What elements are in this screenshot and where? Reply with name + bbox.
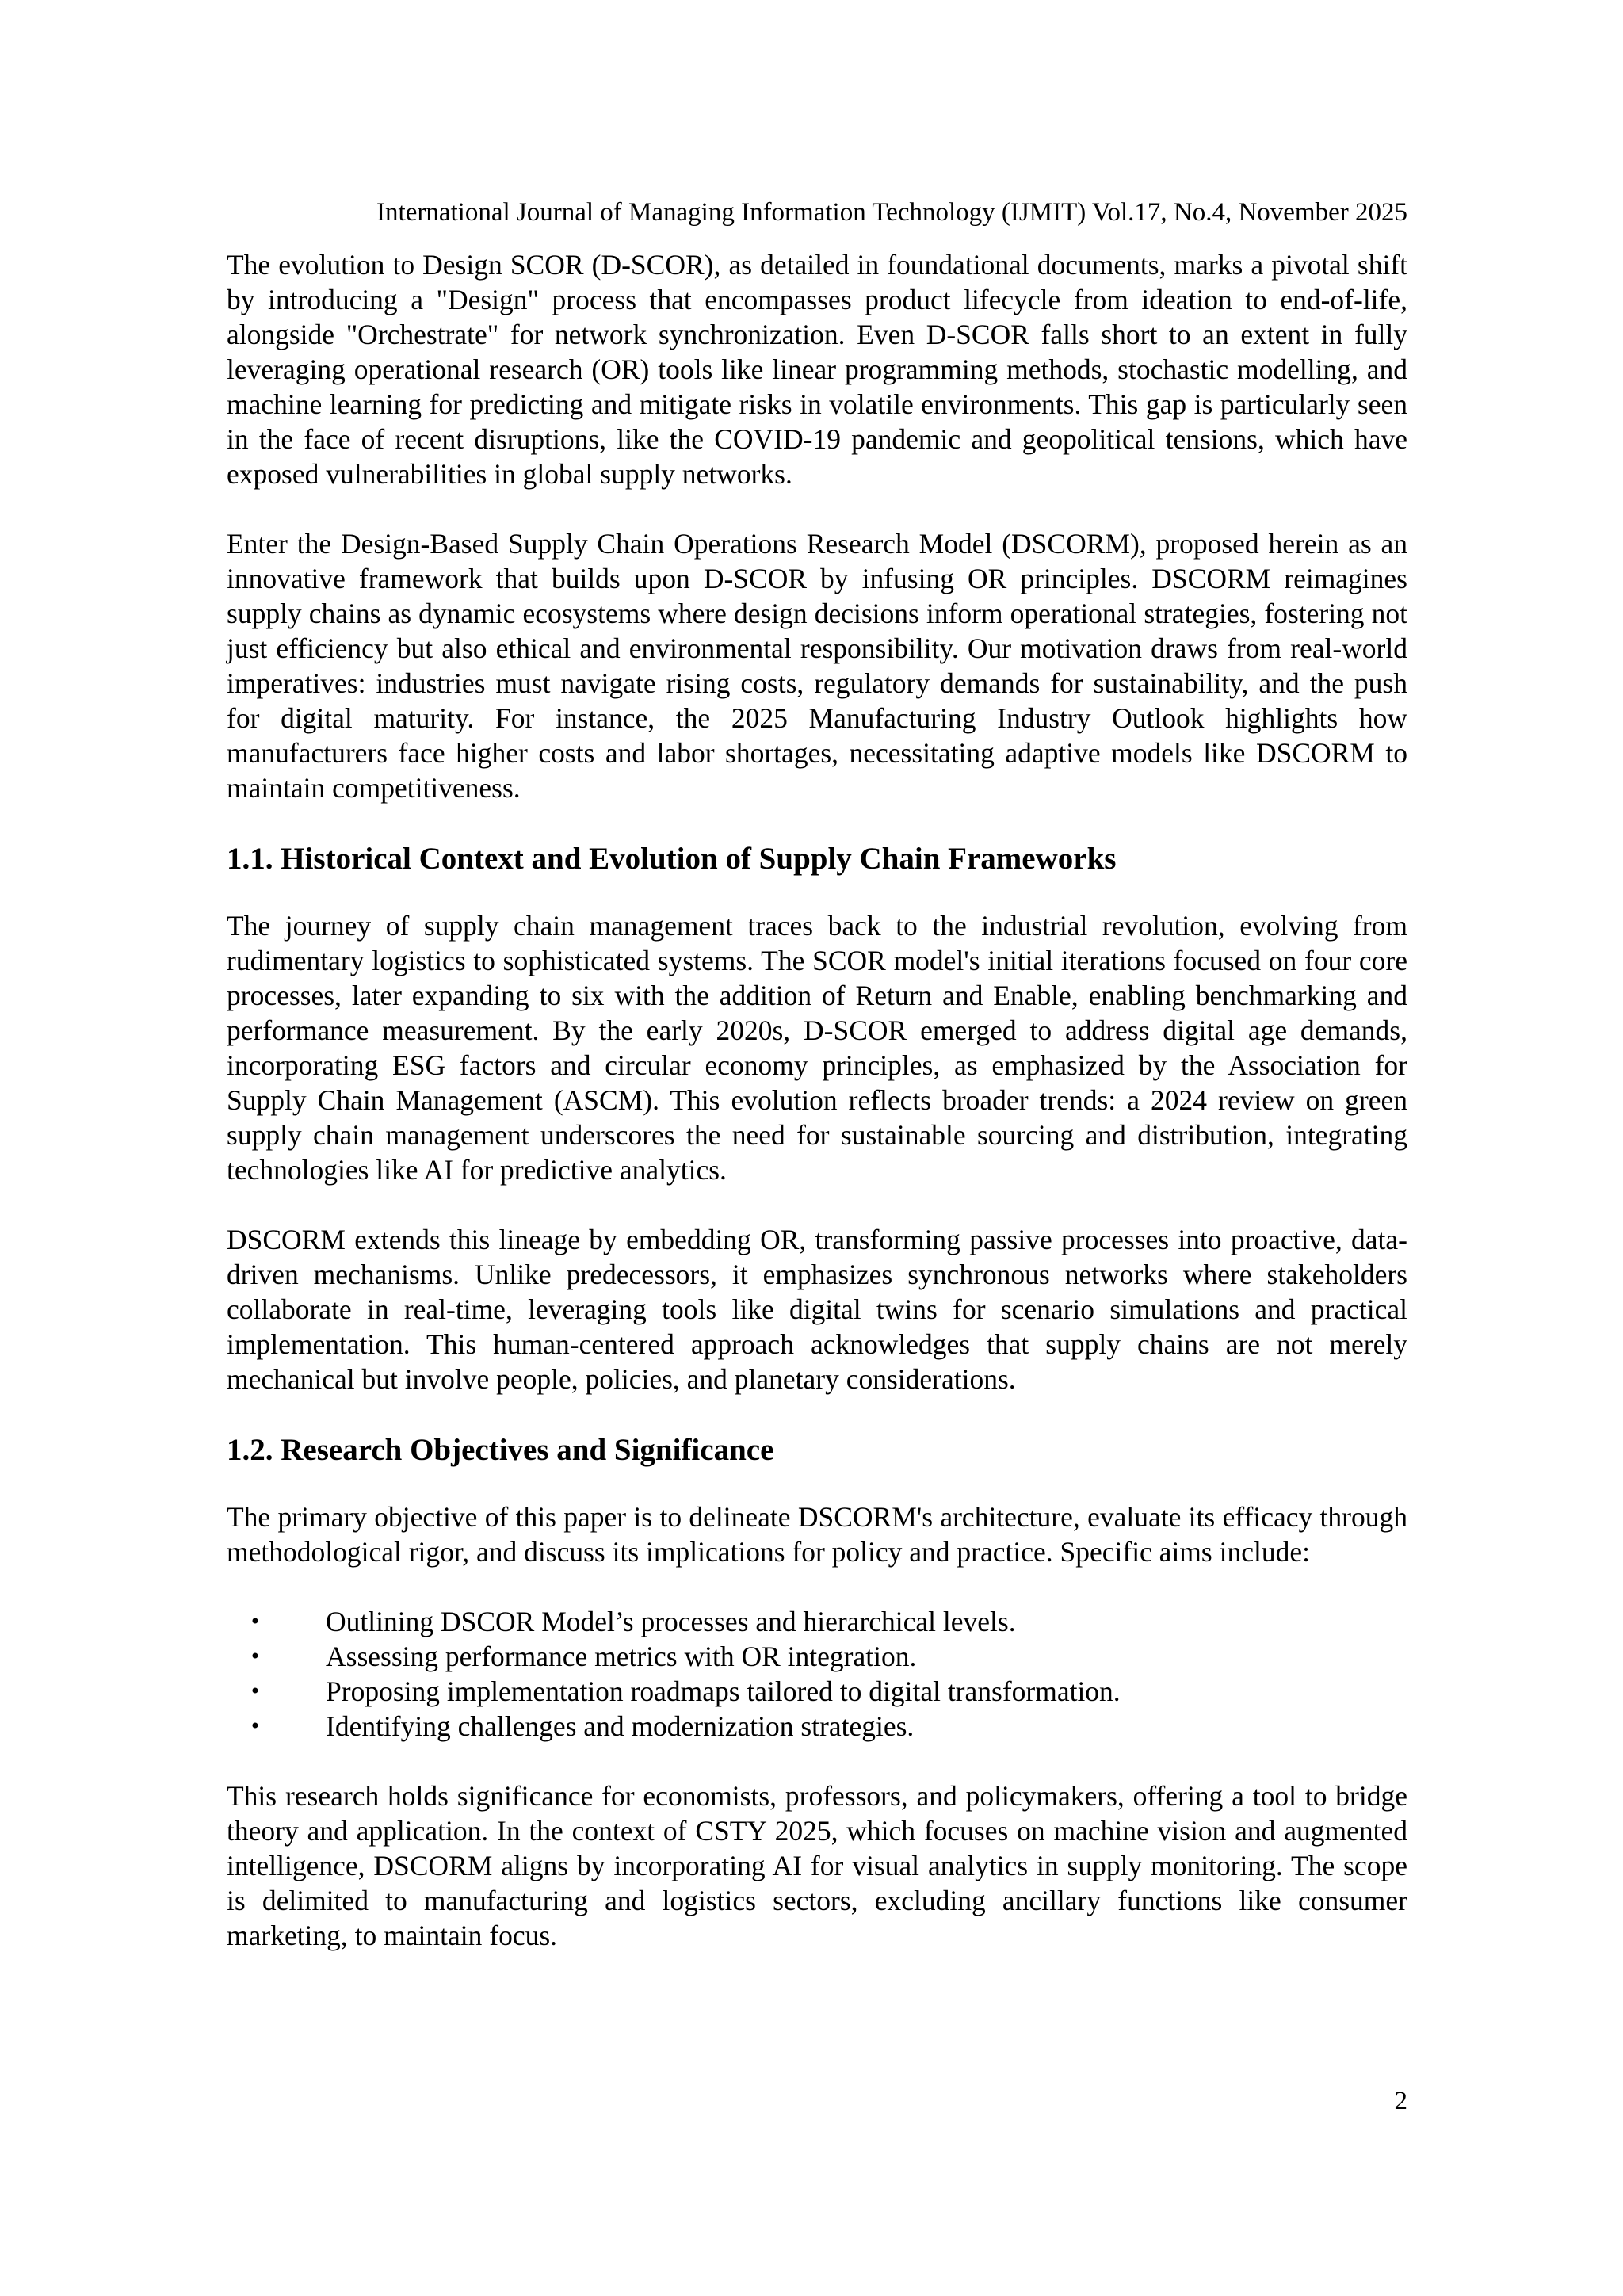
aims-list-item-text: Outlining DSCOR Model’s processes and hierarchical levels. [326, 1606, 1016, 1637]
paragraph-d-scor-evolution: The evolution to Design SCOR (D-SCOR), as detailed in foundational documents, marks a pivotal shift by introducing a "Design" process that encompasses product lifecycle from ideation to end-of-life, alongside "Orchestrate" for network synchronization. Even D-SCOR falls short to an extent in fully leveraging operational research (OR) tools like linear programming methods, stochastic modelling, and machine learning for predicting and mitigate risks in volatile environments. This gap is particularly seen in the face of recent disruptions, like the COVID-19 pandemic and geopolitical tensions, which have exposed vulnerabilities in global supply networks. [227, 249, 1407, 490]
aims-list-item-text: Identifying challenges and modernization strategies. [326, 1710, 915, 1742]
aims-list-item [227, 1639, 1407, 1674]
aims-list-item [227, 1604, 1407, 1639]
aims-list-item [227, 1709, 1407, 1744]
aims-list-item [227, 1674, 1407, 1709]
section-heading-research-objectives: 1.2. Research Objectives and Significance [227, 1433, 774, 1467]
paragraph-primary-objective: The primary objective of this paper is to delineate DSCORM's architecture, evaluate its efficacy through methodological rigor, and discuss its implications for policy and practice. Specific aims include: [227, 1501, 1407, 1568]
page-body [227, 247, 1407, 1953]
section-heading-historical-context: 1.1. Historical Context and Evolution of Supply Chain Frameworks [227, 842, 1117, 876]
page-number: 2 [1394, 2087, 1407, 2115]
paragraph-dscorm-lineage: DSCORM extends this lineage by embedding OR, transforming passive processes into proactive, data-driven mechanisms. Unlike predecessors, it emphasizes synchronous networks where stakeholders collaborate in real-time, leveraging tools like digital twins for scenario simulations and practical implementation. This human-centered approach acknowledges that supply chains are not merely mechanical but involve people, policies, and planetary considerations. [227, 1224, 1407, 1395]
running-header: International Journal of Managing Information Technology (IJMIT) Vol.17, No.4, November 2025 [376, 198, 1407, 227]
aims-list [227, 1604, 1407, 1744]
aims-list-item-text: Assessing performance metrics with OR integration. [326, 1641, 917, 1672]
bullet-icon: • [249, 1715, 262, 1737]
bullet-icon: • [249, 1680, 262, 1702]
bullet-icon: • [249, 1610, 262, 1633]
paragraph-research-significance: This research holds significance for economists, professors, and policymakers, offering a tool to bridge theory and application. In the context of CSTY 2025, which focuses on machine vision and augmented intelligence, DSCORM aligns by incorporating AI for visual analytics in supply monitoring. The scope is delimited to manufacturing and logistics sectors, excluding ancillary functions like consumer marketing, to maintain focus. [227, 1780, 1407, 1951]
paragraph-dscorm-introduction: Enter the Design-Based Supply Chain Operations Research Model (DSCORM), proposed herein as an innovative framework that builds upon D-SCOR by infusing OR principles. DSCORM reimagines supply chains as dynamic ecosystems where design decisions inform operational strategies, fostering not just efficiency but also ethical and environmental responsibility. Our motivation draws from real-world imperatives: industries must navigate rising costs, regulatory demands for sustainability, and the push for digital maturity. For instance, the 2025 Manufacturing Industry Outlook highlights how manufacturers face higher costs and labor shortages, necessitating adaptive models like DSCORM to maintain competitiveness. [227, 528, 1407, 804]
bullet-icon: • [249, 1645, 262, 1668]
aims-list-item-text: Proposing implementation roadmaps tailored to digital transformation. [326, 1675, 1121, 1707]
paragraph-supply-chain-history: The journey of supply chain management traces back to the industrial revolution, evolving from rudimentary logistics to sophisticated systems. The SCOR model's initial iterations focused on four core processes, later expanding to six with the addition of Return and Enable, enabling benchmarking and performance measurement. By the early 2020s, D-SCOR emerged to address digital age demands, incorporating ESG factors and circular economy principles, as emphasized by the Association for Supply Chain Management (ASCM). This evolution reflects broader trends: a 2024 review on green supply chain management underscores the need for sustainable sourcing and distribution, integrating technologies like AI for predictive analytics. [227, 910, 1407, 1186]
